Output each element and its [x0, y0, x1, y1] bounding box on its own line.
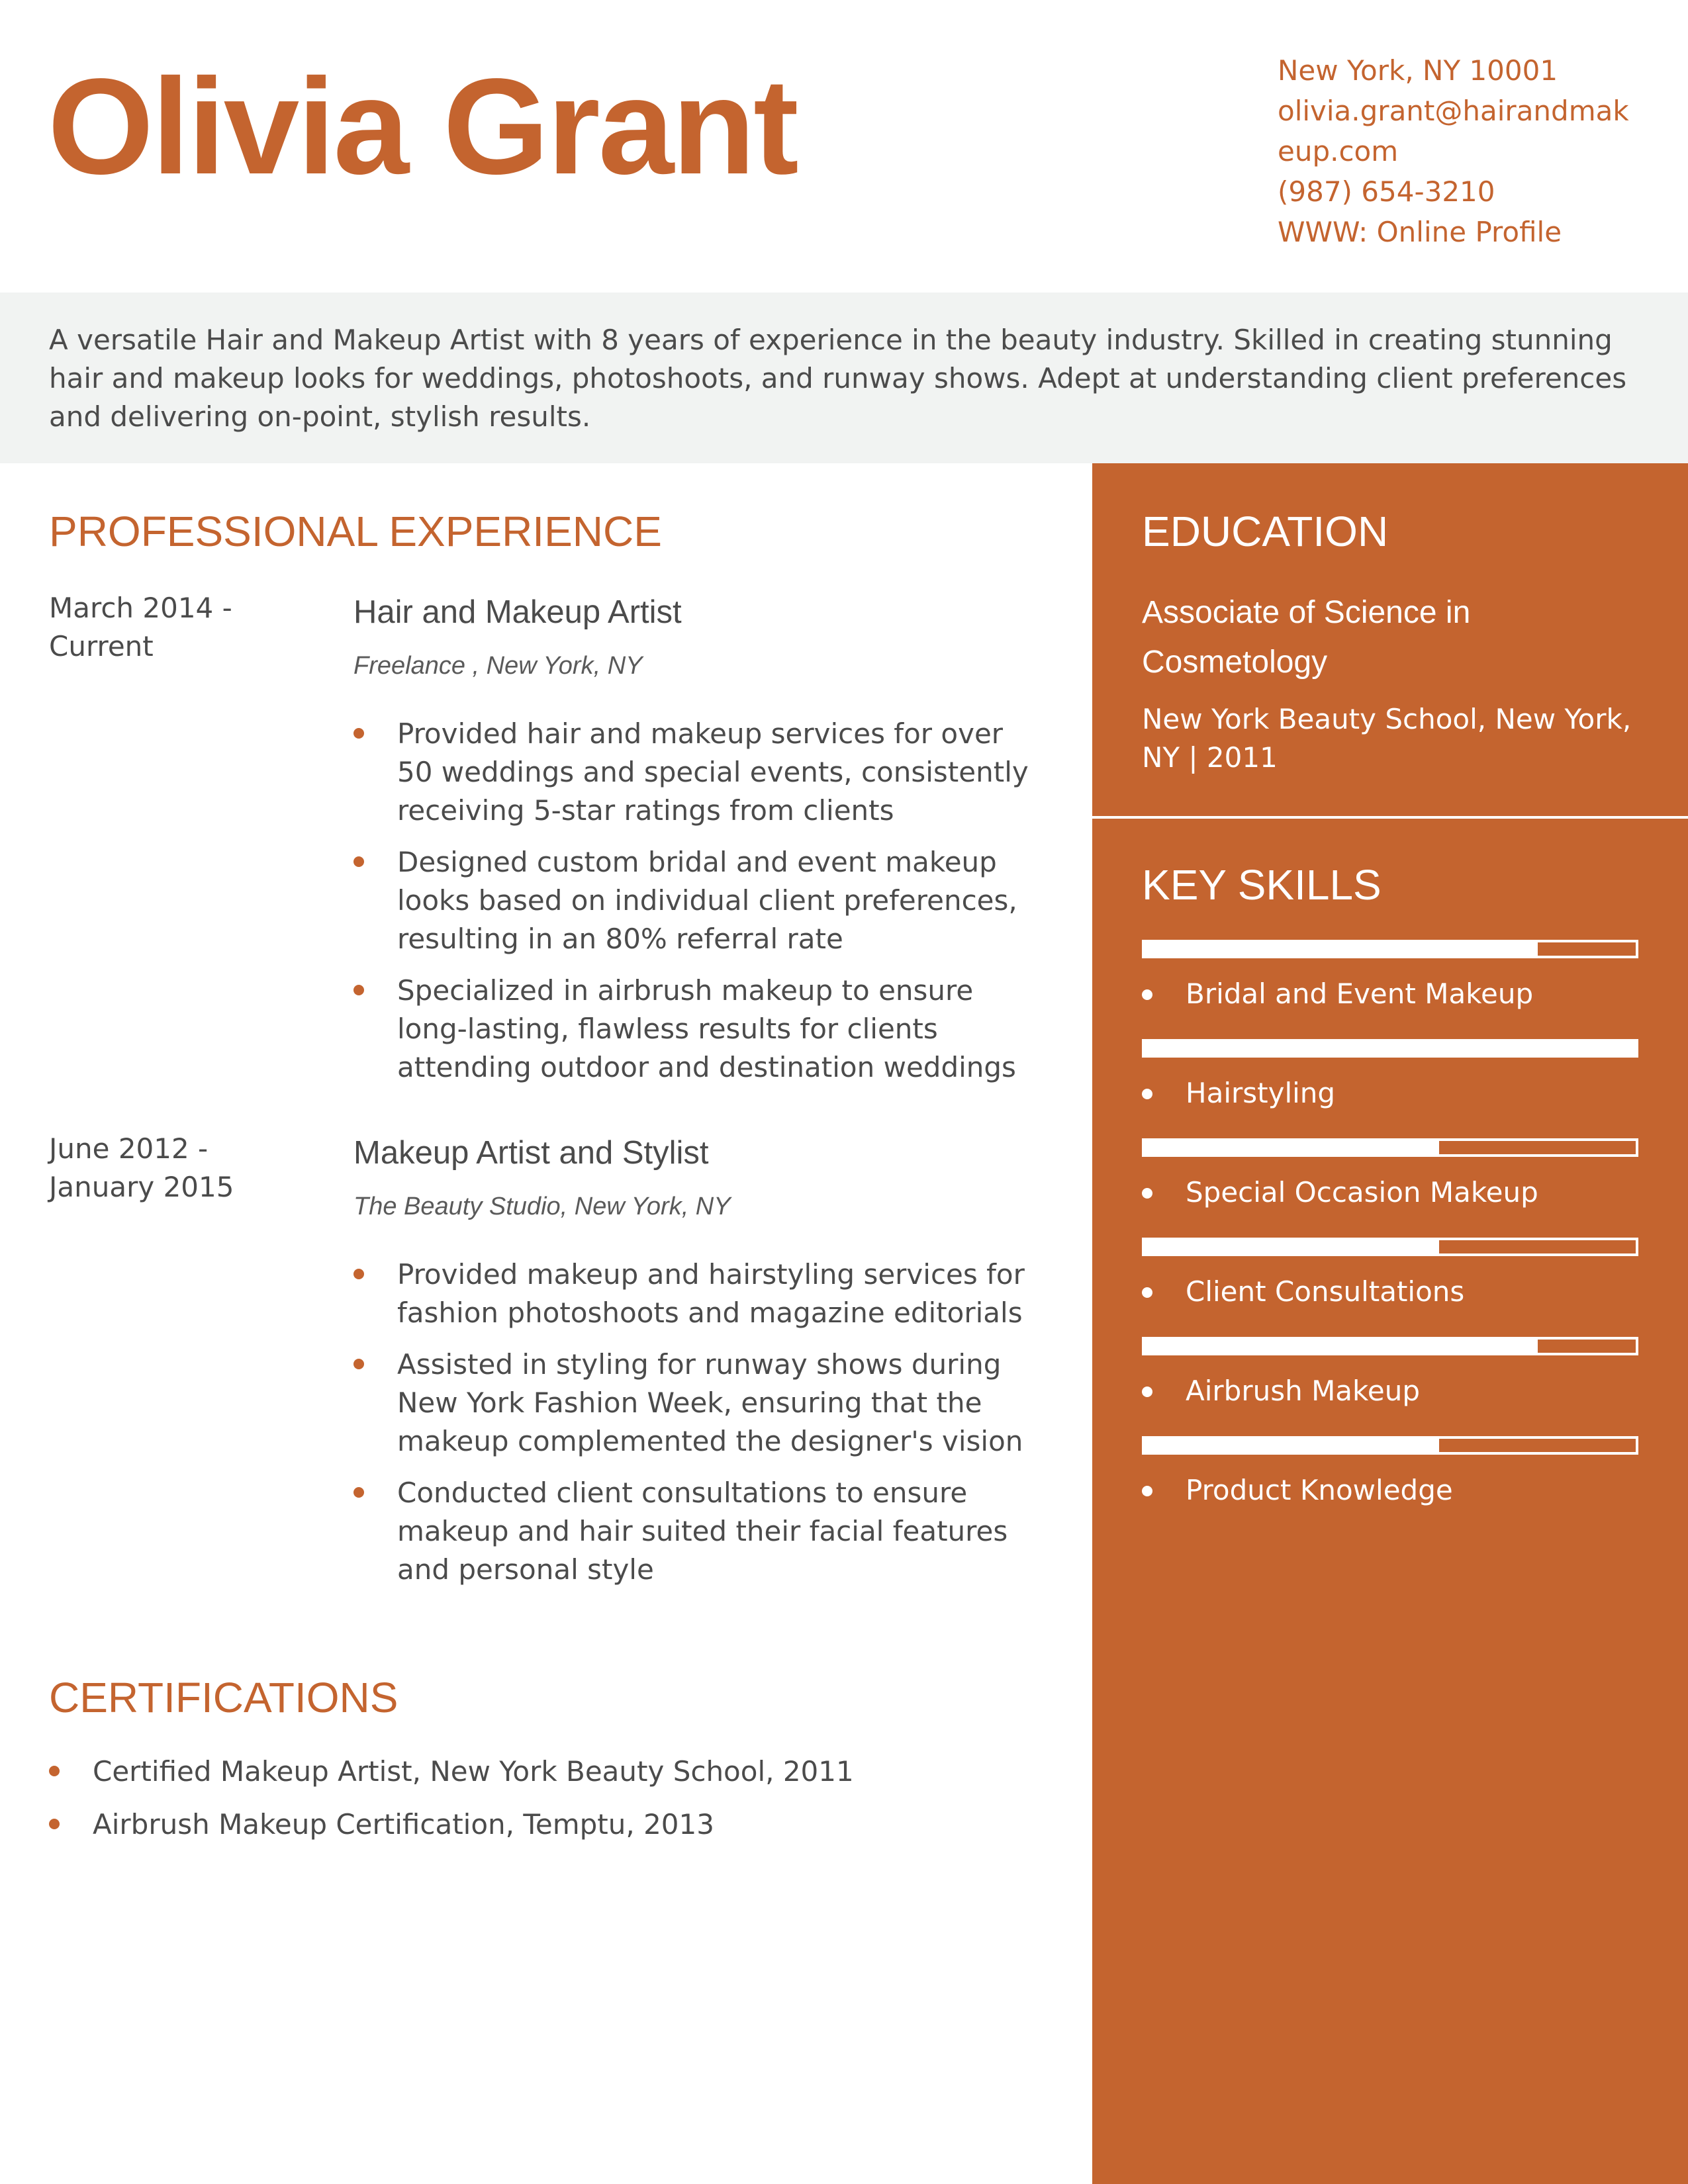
- job-date-start: March 2014 -: [49, 592, 232, 624]
- skill-item: [1142, 1073, 1645, 1113]
- bullet-dot: [353, 1359, 364, 1369]
- job-bullet-text: Conducted client consultations to ensure makeup and hair suited their facial features and personal style: [397, 1477, 1008, 1586]
- job-title: Makeup Artist and Stylist: [353, 1135, 709, 1171]
- job-bullet-list: [353, 715, 1035, 1100]
- job-bullet-text: Provided makeup and hairstyling services for fashion photoshoots and magazine editorials: [397, 1258, 1025, 1329]
- job-bullet: [353, 715, 1035, 830]
- skill-level-fill: [1145, 1141, 1439, 1154]
- certification-text: Airbrush Makeup Certification, Temptu, 2013: [93, 1808, 714, 1841]
- job-company: The Beauty Studio, New York, NY: [353, 1193, 731, 1220]
- skill-label: Client Consultations: [1186, 1275, 1465, 1308]
- summary-text: A versatile Hair and Makeup Artist with 8 years of experience in the beauty industry. Skilled in creating stunning hair and makeup looks for weddings, photoshoots, and runway shows. Adept at understanding client preferences and delivering on-point, stylish results.: [49, 324, 1627, 433]
- bullet-dot: [49, 1766, 60, 1776]
- bullet-dot: [353, 856, 364, 867]
- job-date-start: June 2012 -: [49, 1132, 209, 1165]
- job-date-end: Current: [49, 630, 154, 662]
- contact-phone: (987) 654-3210: [1278, 175, 1495, 208]
- skill-level-bar: [1142, 1138, 1638, 1157]
- job-bullet: [353, 1255, 1035, 1332]
- job-bullet: [353, 843, 1035, 958]
- education-degree: Associate of Science in Cosmetology: [1142, 595, 1471, 680]
- job-bullet-text: Provided hair and makeup services for over 50 weddings and special events, consistently receiving 5-star ratings from clients: [397, 717, 1029, 827]
- bullet-dot: [1142, 1287, 1152, 1298]
- job-bullet: [353, 1474, 1035, 1589]
- bullet-dot: [1142, 1089, 1152, 1099]
- sidebar-divider: [1092, 816, 1688, 819]
- bullet-dot: [1142, 1486, 1152, 1496]
- bullet-dot: [1142, 989, 1152, 1000]
- job-bullet-text: Assisted in styling for runway shows during New York Fashion Week, ensuring that the makeup complemented the designer's vision: [397, 1348, 1023, 1457]
- bullet-dot: [353, 1269, 364, 1279]
- skill-item: [1142, 1173, 1645, 1212]
- bullet-dot: [353, 1487, 364, 1498]
- bullet-dot: [1142, 1387, 1152, 1397]
- skill-level-bar: [1142, 1238, 1638, 1256]
- contact-email[interactable]: olivia.grant@hairandmak: [1278, 95, 1629, 127]
- contact-block: [1278, 50, 1648, 252]
- job-bullet-text: Designed custom bridal and event makeup looks based on individual client preferences, resulting in an 80% referral rate: [397, 846, 1017, 955]
- job-bullet: [353, 1345, 1035, 1461]
- skill-level-bar: [1142, 1039, 1638, 1058]
- certification-item: [49, 1805, 1042, 1844]
- skill-item: [1142, 974, 1645, 1014]
- skill-label: Hairstyling: [1186, 1077, 1336, 1109]
- job-bullet-text: Specialized in airbrush makeup to ensure long-lasting, flawless results for clients attending outdoor and destination weddings: [397, 974, 1016, 1083]
- job-company: Freelance , New York, NY: [353, 652, 643, 680]
- education-heading: EDUCATION: [1142, 508, 1389, 555]
- skill-level-fill: [1145, 1240, 1439, 1253]
- job-date-end: January 2015: [49, 1171, 234, 1203]
- certifications-heading: CERTIFICATIONS: [49, 1674, 399, 1721]
- skill-level-fill: [1145, 1042, 1636, 1055]
- skill-item: [1142, 1471, 1645, 1510]
- bullet-dot: [353, 728, 364, 739]
- certification-item: [49, 1752, 1042, 1791]
- skill-item: [1142, 1272, 1645, 1312]
- job-bullet: [353, 972, 1035, 1087]
- skill-label: Bridal and Event Makeup: [1186, 978, 1534, 1010]
- skill-level-fill: [1145, 1439, 1439, 1452]
- certification-text: Certified Makeup Artist, New York Beauty School, 2011: [93, 1755, 854, 1788]
- skill-label: Special Occasion Makeup: [1186, 1176, 1538, 1208]
- skill-level-bar: [1142, 1436, 1638, 1455]
- contact-website-link[interactable]: WWW: Online Profile: [1278, 216, 1562, 248]
- skills-heading: KEY SKILLS: [1142, 861, 1382, 909]
- experience-heading: PROFESSIONAL EXPERIENCE: [49, 508, 662, 555]
- skill-label: Airbrush Makeup: [1186, 1375, 1420, 1407]
- skill-level-bar: [1142, 1337, 1638, 1355]
- bullet-dot: [1142, 1188, 1152, 1199]
- job-date: [49, 1130, 314, 1206]
- certifications-list: [49, 1752, 1042, 1858]
- bullet-dot: [353, 985, 364, 995]
- skill-level-fill: [1145, 942, 1538, 956]
- contact-location: New York, NY 10001: [1278, 54, 1558, 87]
- skill-item: [1142, 1371, 1645, 1411]
- candidate-name: Olivia Grant: [48, 50, 797, 203]
- contact-email-continued[interactable]: eup.com: [1278, 135, 1399, 167]
- job-title: Hair and Makeup Artist: [353, 594, 682, 630]
- skill-level-bar: [1142, 940, 1638, 958]
- job-bullet-list: [353, 1255, 1035, 1602]
- bullet-dot: [49, 1819, 60, 1829]
- skill-label: Product Knowledge: [1186, 1474, 1453, 1506]
- education-school: New York Beauty School, New York, NY | 2011: [1142, 703, 1632, 774]
- job-date: [49, 589, 314, 666]
- skill-level-fill: [1145, 1340, 1538, 1353]
